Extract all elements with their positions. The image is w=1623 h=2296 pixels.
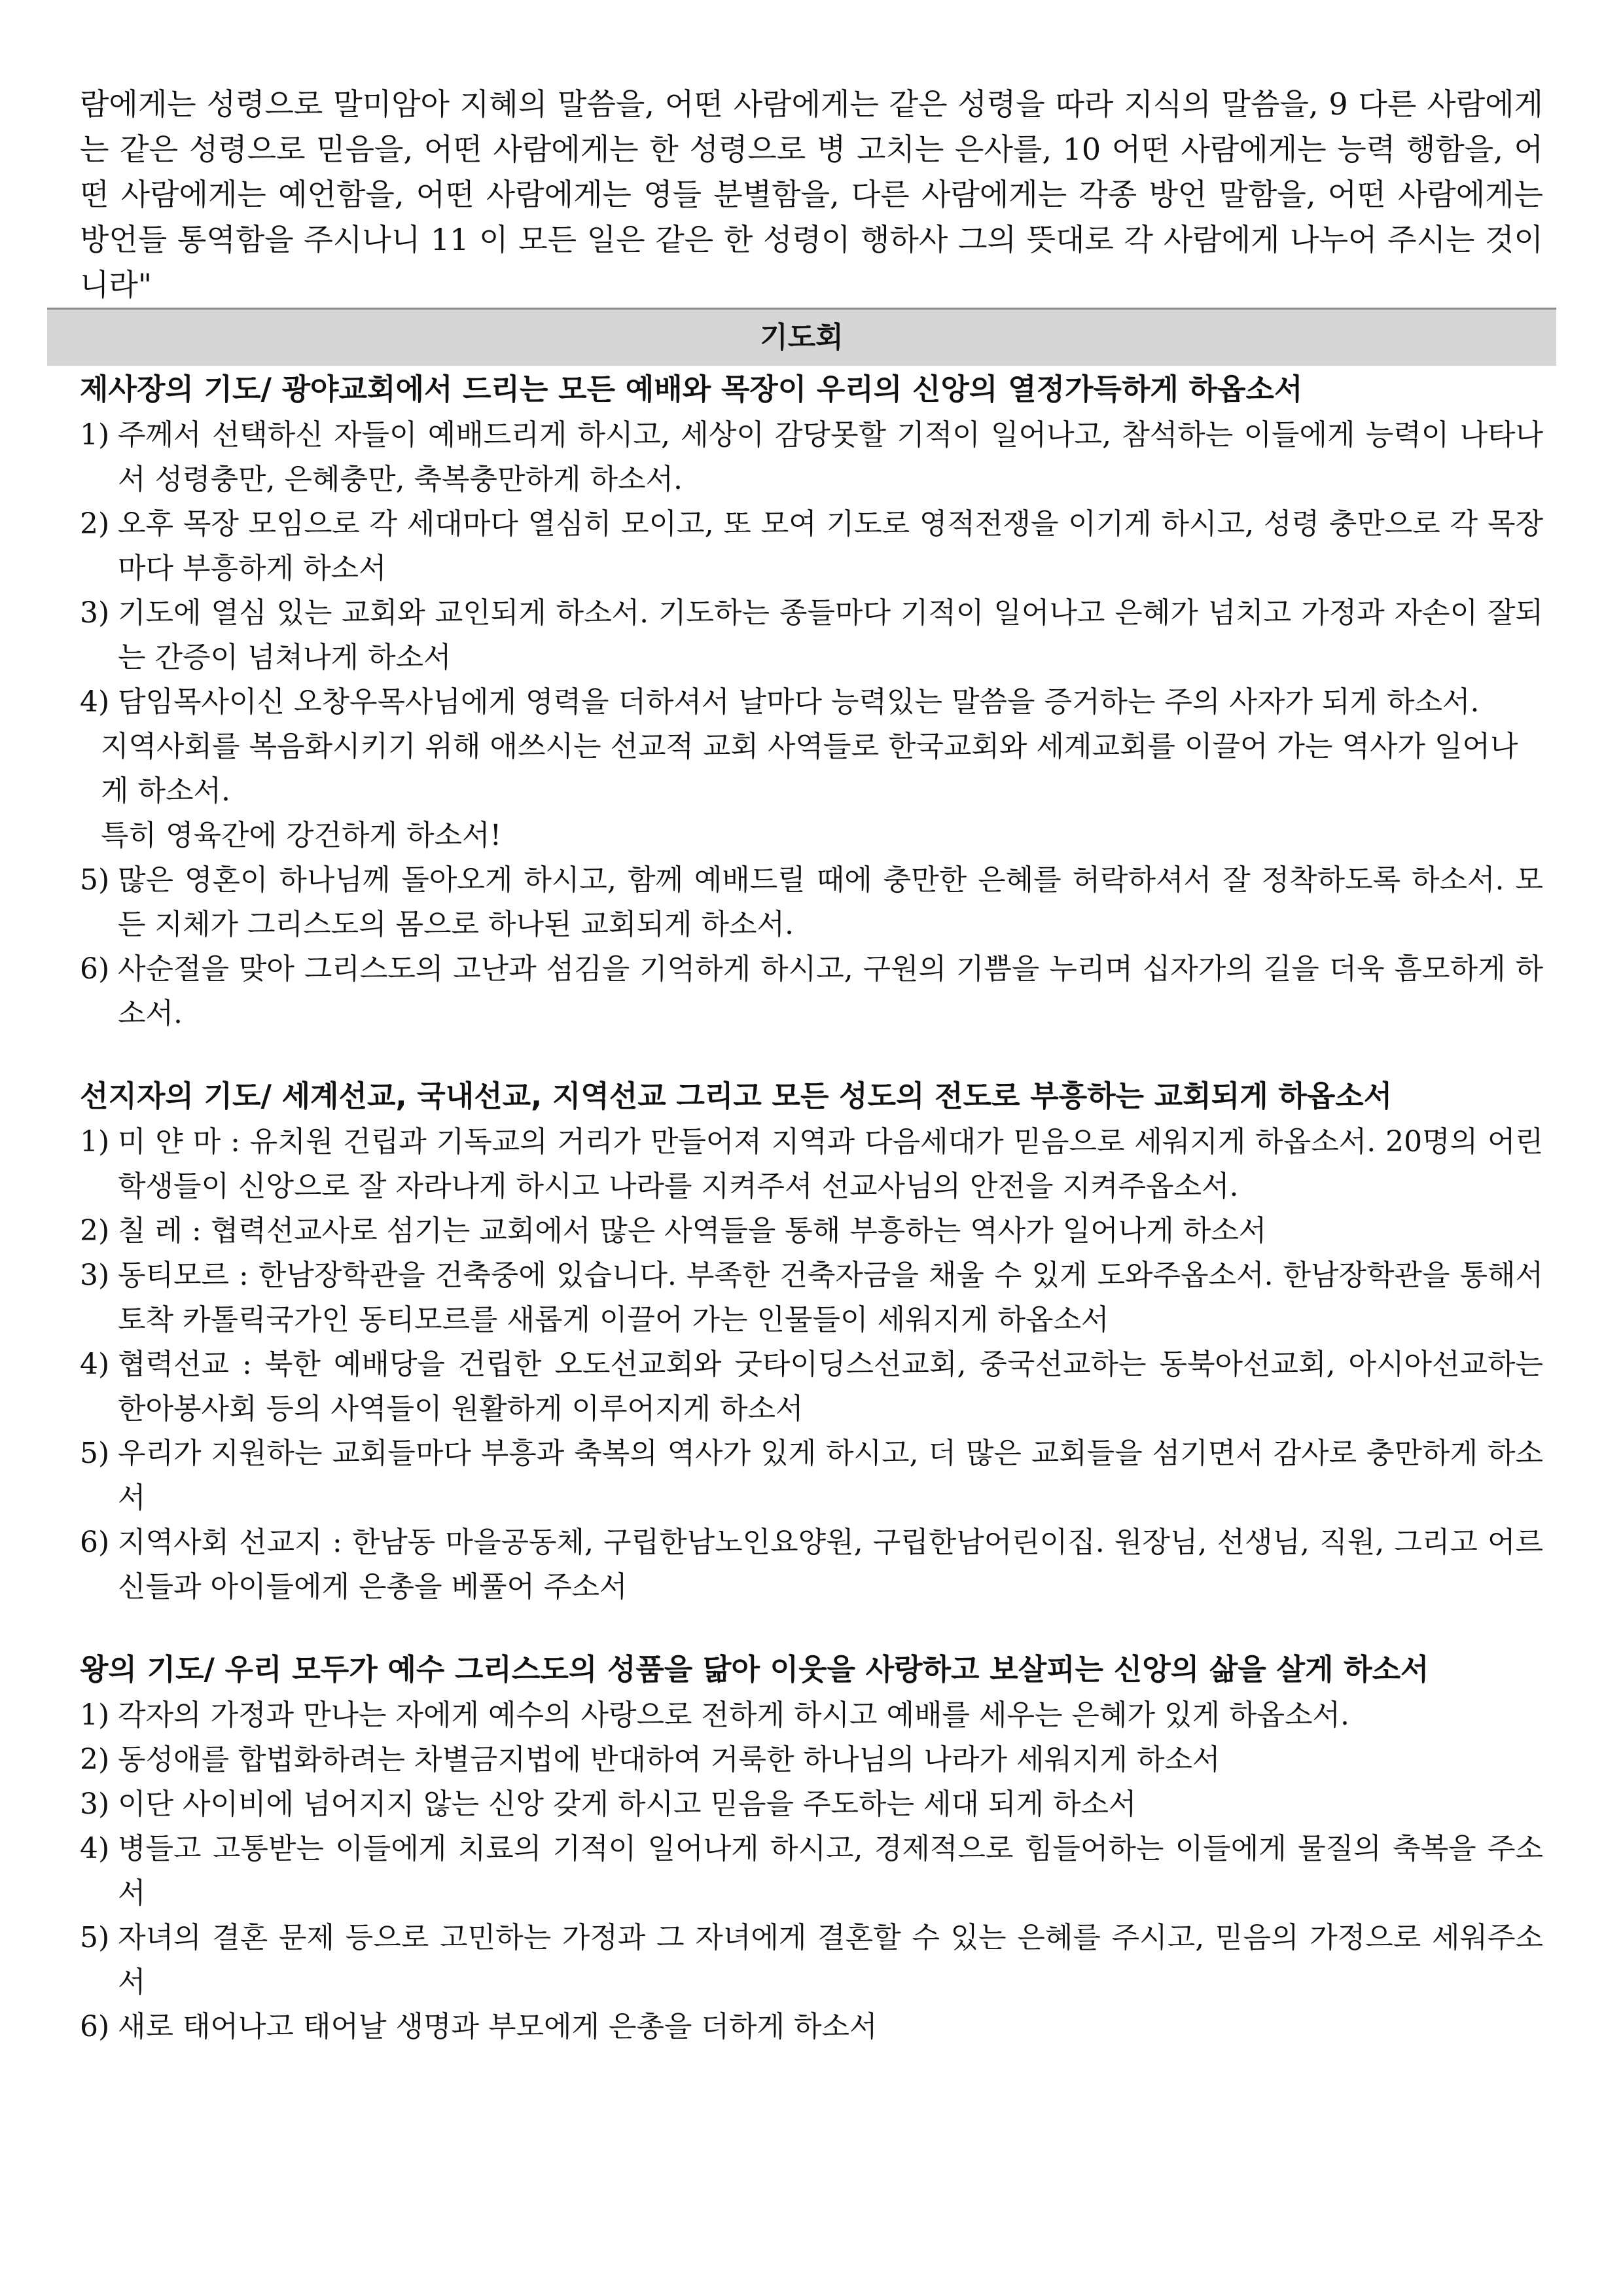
prayer-item-number: 6): [80, 952, 110, 986]
prayer-item: [80, 1253, 1543, 1342]
prayer-item: [80, 502, 1543, 591]
prayer-item-text: 특히 영육간에 강건하게 하소서!: [101, 819, 502, 852]
prayer-item-number: 6): [80, 2010, 110, 2043]
prayer-item-text: 많은 영혼이 하나님께 돌아오게 하시고, 함께 예배드릴 때에 충만한 은혜를 허락하셔서 잘 정착하도록 하소서. 모든 지체가 그리스도의 몸으로 하나된 교회되게 하소서.: [118, 863, 1543, 941]
prayer-item-number: 2): [80, 507, 110, 541]
prayer-item: [80, 947, 1543, 1036]
prayer-item: [80, 591, 1543, 680]
prayer-item-number: 3): [80, 596, 110, 630]
prayer-item: [80, 814, 1543, 858]
prayer-group-title: 제사장의 기도/ 광야교회에서 드리는 모든 예배와 목장이 우리의 신앙의 열정가득하게 하옵소서: [80, 372, 1303, 406]
prayer-item: [80, 1738, 1543, 1782]
prayer-item-text: 이단 사이비에 넘어지지 않는 신앙 갖게 하시고 믿음을 주도하는 세대 되게 하소서: [118, 1787, 1137, 1821]
prayer-item-number: 5): [80, 1437, 110, 1470]
prayer-item: [80, 1431, 1543, 1520]
prayer-item: [80, 1520, 1543, 1609]
prayer-item: [80, 1782, 1543, 1827]
prayer-item-number: 3): [80, 1259, 110, 1292]
prayer-item-text: 동성애를 합법화하려는 차별금지법에 반대하여 거룩한 하나님의 나라가 세워지게 하소서: [118, 1743, 1221, 1776]
section-title: 기도회: [760, 321, 844, 354]
prayer-item: [80, 680, 1543, 725]
prayer-item-text: 동티모르 : 한남장학관을 건축중에 있습니다. 부족한 건축자금을 채울 수 있게 도와주옵소서. 한남장학관을 통해서 토착 카톨릭국가인 동티모르를 새롭게 이끌어 가는 인물들이 세워지게 하옵소서: [118, 1259, 1543, 1336]
prayer-list: [80, 413, 1543, 1036]
prayer-item-text: 오후 목장 모임으로 각 세대마다 열심히 모이고, 또 모여 기도로 영적전쟁을 이기게 하시고, 성령 충만으로 각 목장마다 부흥하게 하소서: [118, 507, 1543, 585]
prayer-item: [80, 1209, 1543, 1253]
prayer-item-text: 새로 태어나고 태어날 생명과 부모에게 은총을 더하게 하소서: [118, 2010, 878, 2043]
prayer-item: [80, 1342, 1543, 1431]
prayer-item-text: 자녀의 결혼 문제 등으로 고민하는 가정과 그 자녀에게 결혼할 수 있는 은혜를 주시고, 믿음의 가정으로 세워주소서: [118, 1921, 1543, 1999]
prayer-item-text: 지역사회 선교지 : 한남동 마을공동체, 구립한남노인요양원, 구립한남어린이집. 원장님, 선생님, 직원, 그리고 어르신들과 아이들에게 은총을 베풀어 주소서: [118, 1526, 1543, 1604]
prayer-item: [80, 2005, 1543, 2049]
prayer-item-number: 4): [80, 685, 110, 719]
prayer-item: [80, 1827, 1543, 1916]
prayer-group: [80, 1073, 1543, 1609]
prayer-list: [80, 1120, 1543, 1609]
section-header: [47, 308, 1556, 366]
prayer-item-number: 2): [80, 1214, 110, 1247]
prayer-item-number: 1): [80, 418, 110, 452]
prayer-item: [80, 1693, 1543, 1738]
prayer-item-number: 4): [80, 1832, 110, 1865]
prayer-item: [80, 1916, 1543, 2005]
prayer-item: [80, 413, 1543, 502]
prayer-item: [80, 1120, 1543, 1209]
prayer-item: [80, 725, 1543, 814]
prayer-item-text: 칠 레 : 협력선교사로 섬기는 교회에서 많은 사역들을 통해 부흥하는 역사가 일어나게 하소서: [118, 1214, 1267, 1247]
prayer-item-number: 5): [80, 1921, 110, 1954]
prayer-item-number: 3): [80, 1787, 110, 1821]
prayer-group-title: 왕의 기도/ 우리 모두가 예수 그리스도의 성품을 닮아 이웃을 사랑하고 보살피는 신앙의 삶을 살게 하소서: [80, 1652, 1429, 1687]
intro-scripture: [80, 82, 1543, 308]
prayer-item-number: 2): [80, 1743, 110, 1776]
prayer-item-number: 1): [80, 1125, 110, 1158]
prayer-item: [80, 858, 1543, 947]
prayer-item-text: 기도에 열심 있는 교회와 교인되게 하소서. 기도하는 종들마다 기적이 일어나고 은혜가 넘치고 가정과 자손이 잘되는 간증이 넘쳐나게 하소서: [118, 596, 1543, 674]
prayer-item-text: 주께서 선택하신 자들이 예배드리게 하시고, 세상이 감당못할 기적이 일어나고, 참석하는 이들에게 능력이 나타나서 성령충만, 은혜충만, 축복충만하게 하소서.: [118, 418, 1543, 496]
prayer-item-text: 우리가 지원하는 교회들마다 부흥과 축복의 역사가 있게 하시고, 더 많은 교회들을 섬기면서 감사로 충만하게 하소서: [118, 1437, 1543, 1515]
prayer-item-number: 4): [80, 1348, 110, 1381]
prayer-group-title: 선지자의 기도/ 세계선교, 국내선교, 지역선교 그리고 모든 성도의 전도로 부흥하는 교회되게 하옵소서: [80, 1079, 1393, 1113]
prayer-item-number: 5): [80, 863, 110, 897]
prayer-list: [80, 1693, 1543, 2049]
prayer-group: [80, 1646, 1543, 2049]
intro-paragraph: 람에게는 성령으로 말미암아 지혜의 말씀을, 어떤 사람에게는 같은 성령을 따라 지식의 말씀을, 9 다른 사람에게는 같은 성령으로 믿음을, 어떤 사람에게는 한 성령으로 병 고치는 은사를, 10 어떤 사람에게는 능력 행함을, 어떤 사람에게는 예언함을, 어떤 사람에게는 영들 분별함을, 다른 사람에게는 각종 방언 말함을, 어떤 사람에게는 방언들 통역함을 주시나니 11 이 모든 일은 같은 한 성령이 행하사 그의 뜻대로 각 사람에게 나누어 주시는 것이니라": [80, 86, 1543, 302]
prayer-item-text: 미 얀 마 : 유치원 건립과 기독교의 거리가 만들어져 지역과 다음세대가 믿음으로 세워지게 하옵소서. 20명의 어린 학생들이 신앙으로 잘 자라나게 하시고 나라를 지켜주셔 선교사님의 안전을 지켜주옵소서.: [118, 1125, 1544, 1203]
prayer-item-text: 병들고 고통받는 이들에게 치료의 기적이 일어나게 하시고, 경제적으로 힘들어하는 이들에게 물질의 축복을 주소서: [118, 1832, 1543, 1910]
prayer-item-number: 6): [80, 1526, 110, 1559]
prayer-item-text: 사순절을 맞아 그리스도의 고난과 섬김을 기억하게 하시고, 구원의 기쁨을 누리며 십자가의 길을 더욱 흠모하게 하소서.: [118, 952, 1543, 1030]
prayer-group: [80, 366, 1543, 1036]
prayer-item-text: 협력선교 : 북한 예배당을 건립한 오도선교회와 굿타이딩스선교회, 중국선교하는 동북아선교회, 아시아선교하는 한아봉사회 등의 사역들이 원활하게 이루어지게 하소서: [118, 1348, 1543, 1426]
prayer-item-text: 각자의 가정과 만나는 자에게 예수의 사랑으로 전하게 하시고 예배를 세우는 은혜가 있게 하옵소서.: [118, 1698, 1349, 1732]
prayer-item-text: 담임목사이신 오창우목사님에게 영력을 더하셔서 날마다 능력있는 말씀을 증거하는 주의 사자가 되게 하소서.: [118, 685, 1480, 719]
prayer-groups: [80, 366, 1543, 2049]
prayer-item-text: 지역사회를 복음화시키기 위해 애쓰시는 선교적 교회 사역들로 한국교회와 세계교회를 이끌어 가는 역사가 일어나게 하소서.: [101, 730, 1518, 808]
prayer-item-number: 1): [80, 1698, 110, 1732]
